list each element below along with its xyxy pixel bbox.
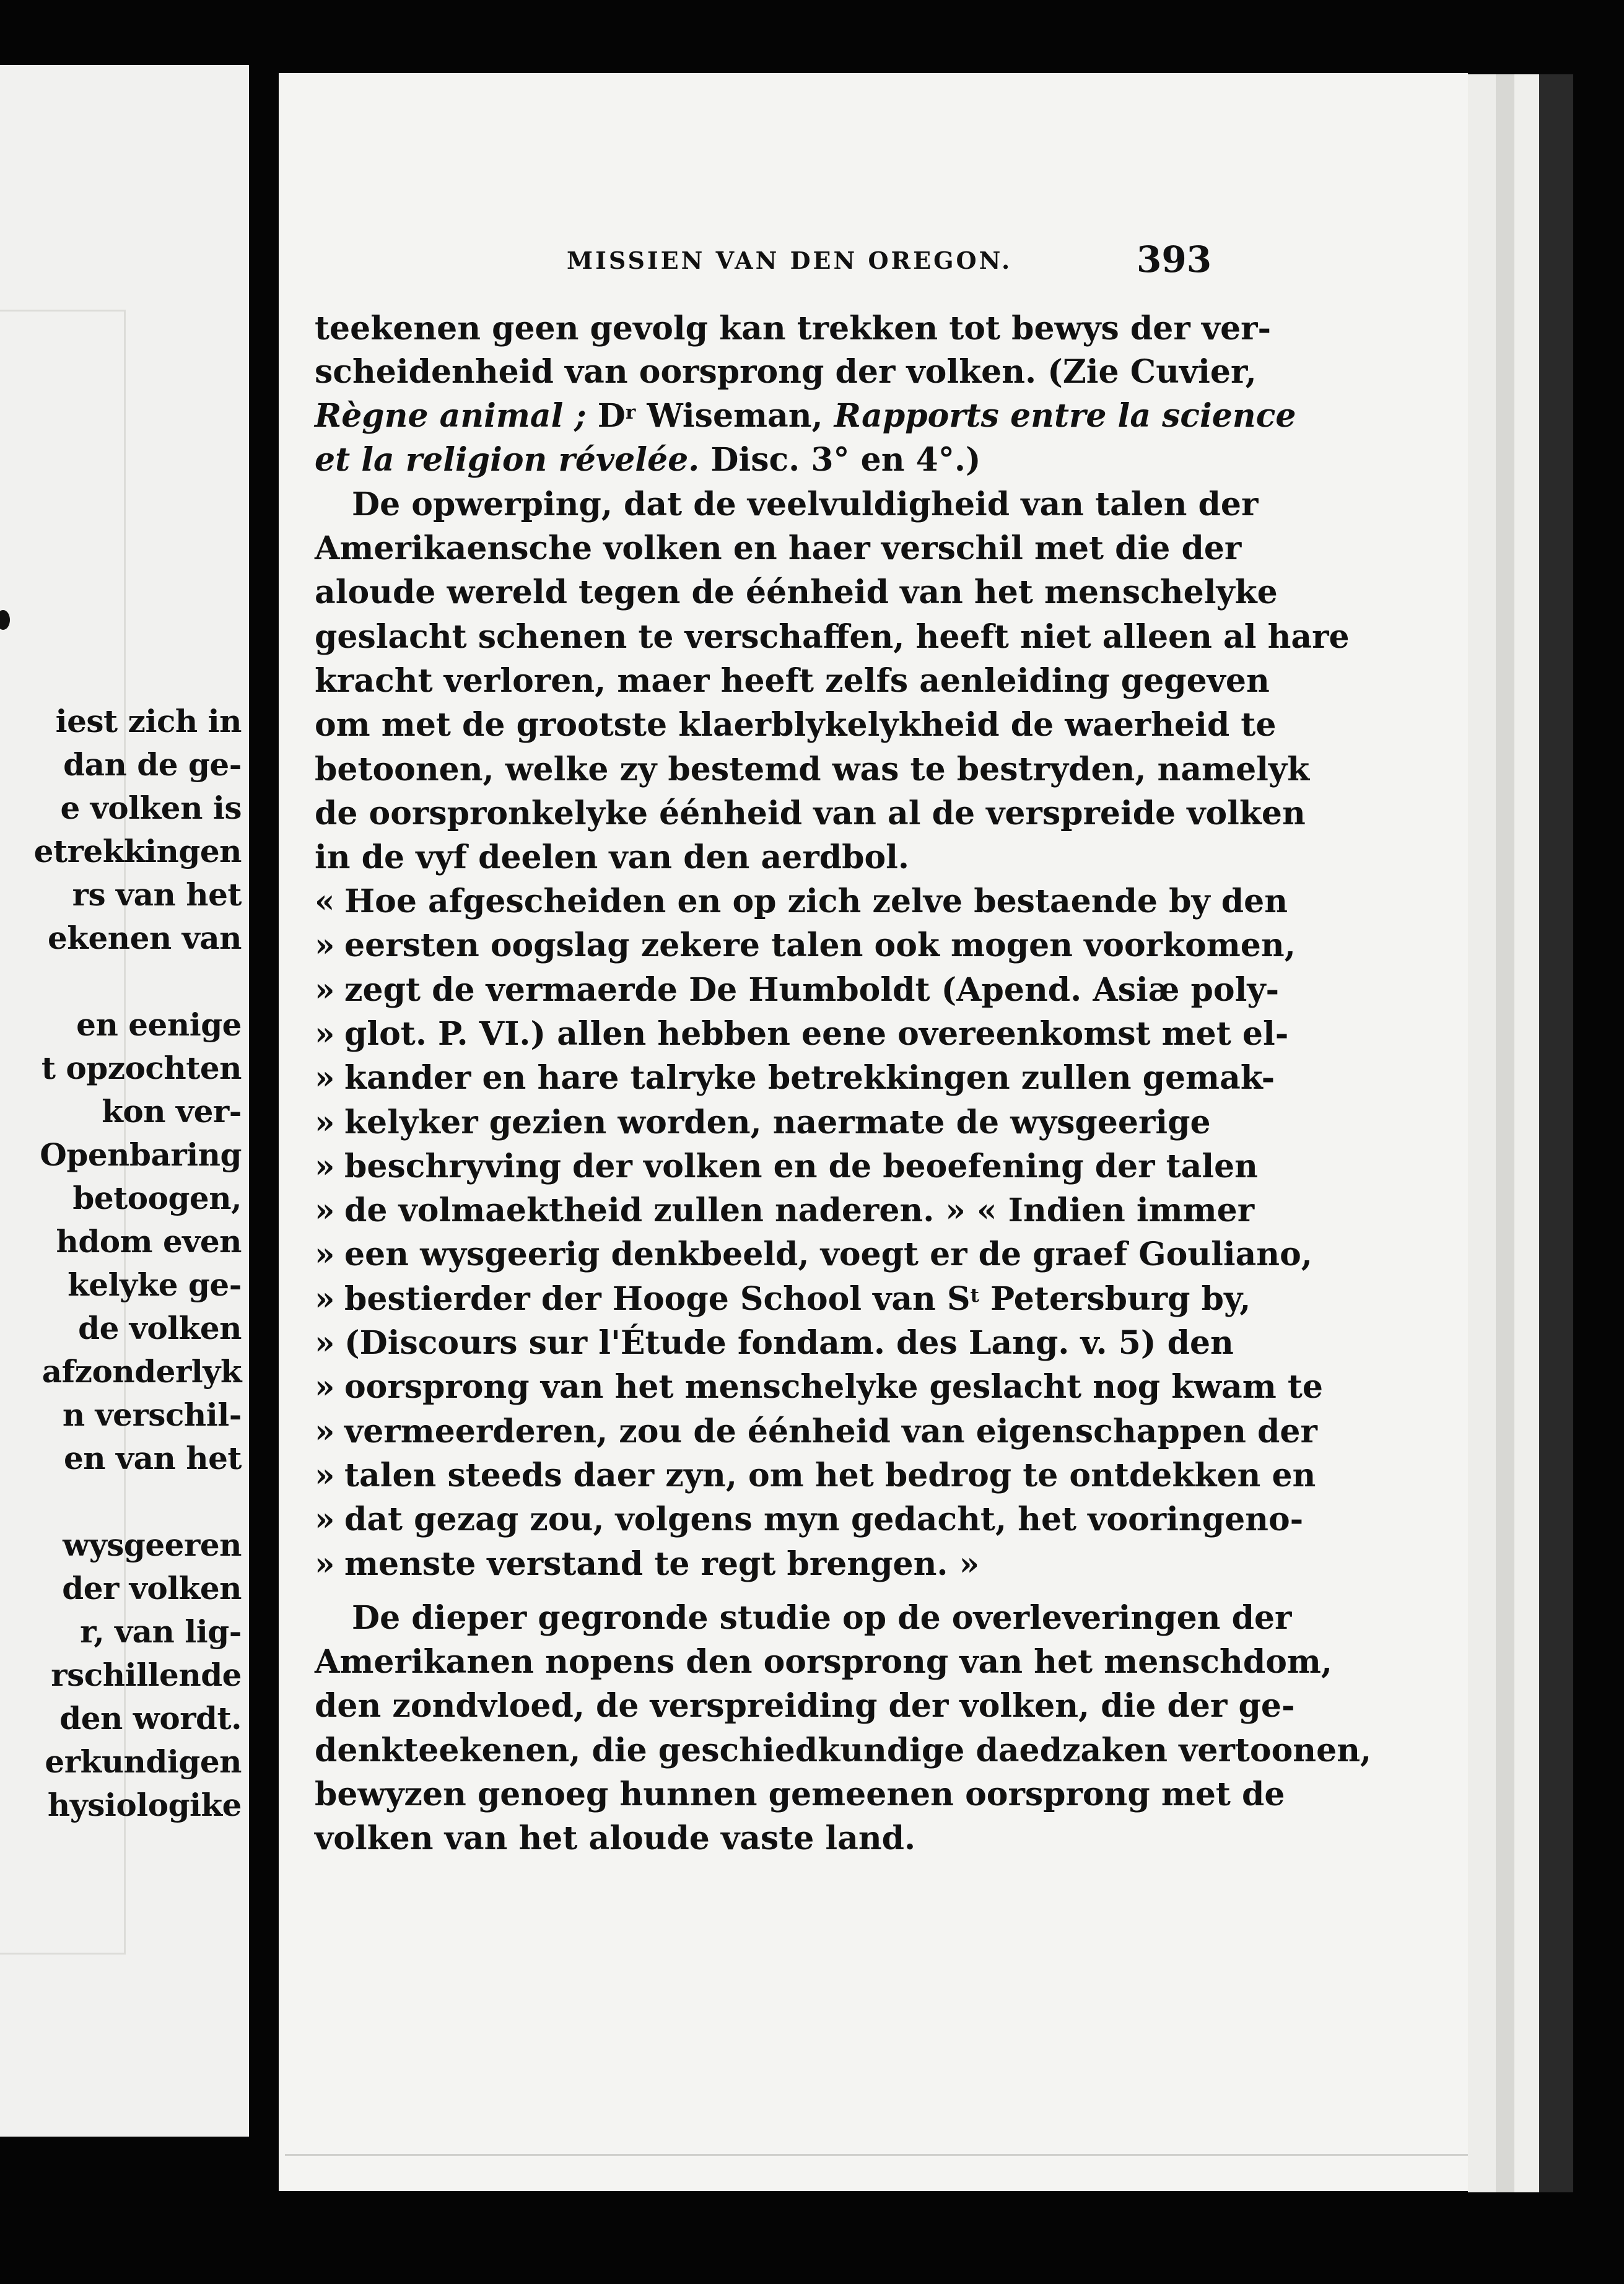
quote-line	[315, 1457, 1316, 1495]
text-span: Wiseman,	[635, 397, 834, 435]
left-page-text-line: hdom even	[56, 1223, 242, 1260]
quote-text: dat gezag zou, volgens myn gedacht, het vooringeno-	[344, 1501, 1304, 1538]
text-line: De dieper gegronde studie op de overleveringen der	[352, 1599, 1292, 1637]
guillemet-mark: »	[315, 1148, 335, 1185]
left-page-text-line: der volken	[62, 1570, 242, 1606]
quote-line	[315, 1280, 1251, 1319]
quote-line	[315, 1236, 1312, 1274]
guillemet-mark: »	[315, 1015, 335, 1053]
text-span: Disc. 3° en 4°.)	[699, 441, 981, 479]
text-line: teekenen geen gevolg kan trekken tot bewys der ver-	[315, 310, 1272, 347]
running-head: MISSIEN VAN DEN OREGON.	[567, 246, 1013, 274]
text-line: volken van het aloude vaste land.	[315, 1820, 916, 1857]
text-line: Amerikaensche volken en haer verschil met die der	[315, 530, 1242, 567]
quote-line	[315, 971, 1280, 1009]
italic-title: Rapports entre la science	[834, 397, 1296, 435]
text-line: aloude wereld tegen de éénheid van het menschelyke	[315, 573, 1278, 611]
text-span: Petersburg by,	[979, 1280, 1251, 1318]
quote-text: vermeerderen, zou de éénheid van eigenschappen der	[344, 1413, 1317, 1450]
left-page-text-line: afzonderlyk	[41, 1353, 242, 1390]
left-page	[0, 65, 249, 2137]
quote-line	[315, 1104, 1211, 1142]
guillemet-mark: «	[315, 883, 335, 920]
left-page-text-line: t opzochten	[41, 1050, 242, 1086]
guillemet-mark: »	[315, 1192, 335, 1229]
text-line: De opwerping, dat de veelvuldigheid van talen der	[352, 486, 1259, 523]
left-page-text-line: den wordt.	[59, 1700, 242, 1737]
quote-text: menste verstand te regt brengen. »	[344, 1545, 980, 1583]
quote-text: kander en hare talryke betrekkingen zullen gemak-	[344, 1059, 1275, 1097]
quote-text: Hoe afgescheiden en op zich zelve bestaende by den	[344, 883, 1288, 920]
page-bottom-edge	[285, 2154, 1468, 2156]
text-line	[315, 397, 1296, 435]
guillemet-mark: »	[315, 1280, 335, 1318]
guillemet-mark: »	[315, 1236, 335, 1273]
page-edge	[1496, 74, 1514, 2192]
page-edge	[1468, 74, 1496, 2192]
quote-line	[315, 883, 1288, 921]
text-line	[315, 441, 1191, 479]
text-line: bewyzen genoeg hunnen gemeenen oorsprong met de	[315, 1776, 1285, 1813]
left-page-text-line: wysgeeren	[63, 1527, 242, 1563]
guillemet-mark: »	[315, 1059, 335, 1097]
guillemet-mark: »	[315, 926, 335, 964]
quote-line	[315, 926, 1296, 965]
guillemet-mark: »	[315, 1368, 335, 1406]
superscript: t	[970, 1284, 979, 1307]
left-page-text-line: dan de ge-	[63, 746, 242, 783]
left-page-text-line: de volken	[78, 1310, 242, 1346]
left-page-text-line: rschillende	[51, 1657, 242, 1693]
text-line: geslacht schenen te verschaffen, heeft niet alleen al hare	[315, 618, 1350, 656]
italic-title: Règne animal ;	[315, 397, 587, 435]
guillemet-mark: »	[315, 1457, 335, 1494]
italic-title: et la religion révelée.	[315, 441, 700, 479]
quote-line	[315, 1413, 1317, 1451]
left-page-text-line: en van het	[63, 1440, 242, 1476]
left-page-text-line: n verschil-	[62, 1397, 242, 1433]
quote-line	[315, 1324, 1234, 1362]
page-number: 393	[1137, 238, 1212, 281]
left-page-text-line: betoogen,	[72, 1180, 242, 1216]
left-page-text-line: e volken is	[60, 790, 242, 826]
quote-text: een wysgeerig denkbeeld, voegt er de graef Gouliano,	[344, 1236, 1312, 1273]
quote-text: (Discours sur l'Étude fondam. des Lang. v. 5) den	[344, 1324, 1234, 1362]
guillemet-mark: »	[315, 971, 335, 1009]
guillemet-mark: »	[315, 1545, 335, 1583]
text-line: Amerikanen nopens den oorsprong van het menschdom,	[315, 1643, 1333, 1681]
page-edge	[1514, 74, 1539, 2192]
text-line: kracht verloren, maer heeft zelfs aenleiding gegeven	[315, 662, 1270, 700]
left-page-text-line: r, van lig-	[80, 1613, 242, 1650]
quote-line	[315, 1192, 1255, 1230]
left-page-text-line: erkundigen	[45, 1743, 242, 1780]
text-line: in de vyf deelen van den aerdbol.	[315, 839, 909, 876]
left-page-text-line: kon ver-	[102, 1093, 242, 1130]
quote-text: oorsprong van het menschelyke geslacht nog kwam te	[344, 1368, 1323, 1406]
quote-text: talen steeds daer zyn, om het bedrog te ontdekken en	[344, 1457, 1316, 1494]
quote-text: de volmaektheid zullen naderen. » « Indien immer	[344, 1192, 1255, 1229]
left-page-text-line: Openbaring	[40, 1136, 242, 1173]
book-gutter	[249, 65, 279, 2137]
quote-text: beschryving der volken en de beoefening der talen	[344, 1148, 1258, 1185]
left-page-text-line: kelyke ge-	[68, 1266, 242, 1303]
text-line: scheidenheid van oorsprong der volken. (Zie Cuvier,	[315, 353, 1257, 391]
text-line: om met de grootste klaerblykelykheid de waerheid te	[315, 706, 1277, 744]
quote-text: eersten oogslag zekere talen ook mogen voorkomen,	[344, 926, 1296, 964]
left-page-text-line: hysiologike	[47, 1787, 242, 1823]
guillemet-mark: »	[315, 1501, 335, 1538]
left-page-text-line: rs van het	[72, 876, 242, 913]
guillemet-mark: »	[315, 1413, 335, 1450]
superscript: r	[625, 401, 636, 424]
quote-line	[315, 1059, 1275, 1097]
left-page-text-line: iest zich in	[55, 703, 242, 739]
quote-line	[315, 1368, 1323, 1406]
quote-line	[315, 1501, 1304, 1539]
text-span: bestierder der Hooge School van S	[344, 1280, 971, 1318]
guillemet-mark: »	[315, 1104, 335, 1141]
quote-line	[315, 1015, 1289, 1053]
quote-line	[315, 1148, 1258, 1186]
quote-line	[315, 1545, 1191, 1584]
text-line: de oorspronkelyke éénheid van al de verspreide volken	[315, 795, 1306, 832]
text-line: den zondvloed, de verspreiding der volken, die der ge-	[315, 1687, 1295, 1725]
book-cover-edge	[1539, 74, 1573, 2192]
text-line: denkteekenen, die geschiedkundige daedzaken vertoonen,	[315, 1732, 1372, 1769]
text-line: betoonen, welke zy bestemd was te bestryden, namelyk	[315, 751, 1310, 788]
quote-text: zegt de vermaerde De Humboldt (Apend. Asiæ poly-	[344, 971, 1280, 1009]
text-span: D	[586, 397, 626, 435]
left-page-text-line: ekenen van	[48, 920, 242, 956]
quote-text	[344, 1280, 1251, 1319]
left-page-text-line: etrekkingen	[33, 833, 242, 870]
quote-text: kelyker gezien worden, naermate de wysgeerige	[344, 1104, 1211, 1141]
guillemet-mark: »	[315, 1324, 335, 1362]
quote-text: glot. P. VI.) allen hebben eene overeenkomst met el-	[344, 1015, 1289, 1053]
left-page-text-line: en eenige	[76, 1006, 242, 1043]
